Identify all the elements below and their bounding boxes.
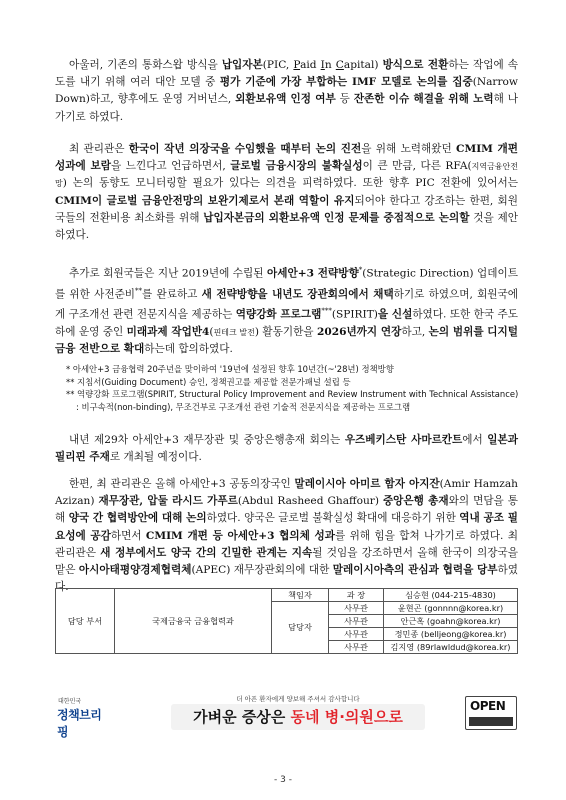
paragraph-text-segment: 새 전략방향을 내년도 장관회의에서 채택 — [201, 288, 394, 301]
contact-info-4: 김지영 (89rlawldud@korea.kr) — [384, 641, 518, 654]
paragraph-text-segment: 을 느낀다고 언급하면서, — [111, 160, 231, 173]
paragraph-text-segment: 하기로 하였으며, 회원국에게 구조개선 관련 전문지식을 제공하는 — [55, 288, 519, 321]
contact-info-3: 정민종 (belljeong@korea.kr) — [384, 628, 518, 641]
paragraph-text-segment: (APEC) 재무장관회의에 대한 — [191, 564, 333, 577]
paragraph-text-segment: CMIM이 글로벌 금융안전망의 보완기제로서 본래 역할이 유지 — [55, 194, 355, 207]
paragraph-text-segment: 글로벌 금융시장의 불확실성 — [230, 160, 363, 173]
responsible-label: 책임자 — [272, 589, 329, 602]
contact-title-1: 사무관 — [329, 602, 384, 615]
policy-briefing-logo — [55, 692, 110, 739]
paragraph-text-segment: 될 것임을 강조하면서 올해 한국이 의장국을 맡은 — [55, 546, 518, 577]
paragraph-text-segment: 역내 공조 필요성에 공감 — [55, 512, 518, 542]
paragraph-text-segment: 말레이시아 아미르 함자 아지잔 — [294, 478, 440, 490]
paragraph-text-segment: 2026년까지 연장 — [316, 326, 402, 339]
paragraph-text-segment: 방식으로 전환 — [382, 59, 449, 71]
paragraph-text-segment: 와의 면담을 통해 — [55, 495, 519, 525]
paragraph-text-segment: 하면서 — [110, 529, 146, 542]
paragraph-text-segment: 논의 범위를 디지털 금융 전반으로 확대 — [55, 326, 518, 356]
page-number: - 3 - — [274, 775, 292, 785]
paragraph-text-segment: n — [324, 59, 336, 71]
paragraph-text-segment: 을 신설 — [377, 309, 413, 321]
paragraph-text-segment: 최 관리관은 — [69, 143, 129, 155]
open-license-logo — [465, 696, 517, 730]
paragraph-text-segment: 것을 제안하였다. — [55, 211, 519, 242]
paragraph-text-segment: 등 — [335, 93, 354, 106]
paragraph-text-segment: 을 위해 노력해왔던 — [361, 143, 457, 155]
dept-name: 국제금융국 금융협력과 — [115, 589, 272, 654]
paragraph-text-segment: 우즈베키스탄 사마르칸트 — [344, 434, 463, 446]
contact-title-4: 사무관 — [329, 641, 384, 654]
ad-top-text: 더 아픈 환자에게 양보해 주셔서 감사합니다 — [236, 695, 360, 703]
paragraph-text-segment: 중앙은행 총재 — [382, 495, 449, 508]
paragraph-text-segment: 양국 간 협력방안에 대해 논의 — [68, 512, 207, 525]
paragraph-text-segment: 에서 — [462, 434, 488, 446]
paragraph-text-segment: 추가로 회원국들은 지난 2019년에 수립된 — [69, 267, 268, 280]
paragraph-text-segment: (PIC, — [262, 59, 294, 71]
paragraph-text-segment: 되어야 한다고 강조하는 한편, 회원국들의 전환비용 최소화를 위해 — [55, 194, 518, 224]
contact-title-2: 사무관 — [329, 615, 384, 628]
paragraph-text-segment: 하였다. 양국은 글로벌 불확실성 확대에 대응하기 위한 — [206, 512, 460, 525]
paragraph-text-segment: 지역금융안전망 — [55, 162, 518, 189]
paragraph-pic-conversion — [55, 57, 518, 126]
paragraph-text-segment: 한편, 최 관리관은 올해 아세안+3 공동의장국인 — [69, 478, 295, 490]
paragraph-choi-remarks — [55, 141, 518, 244]
paragraph-text-segment: 외환보유액 인정 여부 — [235, 93, 336, 106]
paragraph-text-segment: 아시아태평양경제협력체 — [78, 564, 192, 577]
paragraph-text-segment: ** — [135, 286, 143, 295]
paragraph-text-segment: apital) — [343, 59, 383, 71]
paragraph-text-segment: I — [320, 59, 325, 71]
contact-info-1: 윤현곤 (gonnnn@korea.kr) — [384, 602, 518, 615]
paragraph-text-segment: 를 완료하고 — [142, 288, 202, 301]
paragraph-text-segment: 이 큰 만큼, 다른 RFA( — [362, 160, 472, 173]
paragraph-text-segment: ) 활동기한을 — [254, 326, 317, 339]
ad-main-text — [171, 704, 425, 730]
contact-title-0: 과 장 — [329, 589, 384, 602]
footnote-2: ** 지침서(Guiding Document) 승인, 정책권고를 제공할 전문가패널 설립 등 — [66, 376, 351, 387]
paragraph-text-segment: 해 나가기로 하였다. — [55, 93, 519, 123]
paragraph-text-segment: 를 위해 힘을 합쳐 나가기로 하였다. 최 관리관은 — [55, 529, 519, 559]
paragraph-text-segment: 한국이 작년 의장국을 수임했을 때부터 논의 진전 — [128, 143, 362, 155]
contact-table — [55, 588, 518, 654]
staff-label: 담당자 — [272, 602, 329, 654]
paragraph-text-segment: 재무장관, 압둘 라시드 가푸르 — [98, 495, 238, 508]
paragraph-text-segment: CMIM 개편 성과에 보람 — [55, 143, 518, 173]
paragraph-text-segment: 역량강화 프로그램 — [235, 309, 322, 321]
ad-main-pre: 가벼운 증상은 — [193, 708, 291, 726]
paragraph-text-segment: (Strategic Direction) 업데이트를 위한 사전준비 — [55, 267, 518, 301]
contact-title-3: 사무관 — [329, 628, 384, 641]
paragraph-text-segment: (Abdul Rasheed Ghaffour) — [237, 495, 383, 508]
footnote-3-desc: : 비구속적(non-binding), 무조건부로 구조개선 관련 기술적 전문지식을 제공하는 프로그램 — [76, 401, 411, 412]
open-label: OPEN — [470, 699, 506, 713]
paragraph-text-segment: *** — [321, 307, 332, 316]
paragraph-text-segment: (Narrow Down)하고, 향후에도 운영 거버넌스, — [55, 76, 518, 106]
paragraph-text-segment: 납입자본금의 외환보유액 인정 문제를 중점적으로 논의할 — [203, 211, 470, 224]
brand-small-text: 대한민국 — [58, 698, 82, 705]
paragraph-text-segment: 미래과제 작업반4 — [126, 326, 210, 339]
paragraph-text-segment: 핀테크 발전 — [213, 328, 255, 338]
paragraph-text-segment: 아울러, 기존의 통화스왑 방식을 — [69, 59, 222, 71]
paragraph-text-segment: 잔존한 이슈 해결을 위해 노력 — [353, 93, 494, 106]
paragraph-strategic-direction — [55, 262, 518, 359]
paragraph-text-segment: aid — [300, 59, 321, 71]
ad-main-highlight: 동네 병·의원으로 — [290, 708, 403, 726]
paragraph-text-segment: 말레이시아측의 관심과 협력을 당부 — [332, 564, 498, 577]
paragraph-text-segment: 하였다. 또한 한국 주도하에 운영 중인 — [55, 309, 518, 339]
paragraph-text-segment: (SPIRIT) — [331, 309, 378, 321]
paragraph-text-segment: 일본과 필리핀 주재 — [55, 434, 518, 464]
footnotes — [66, 363, 518, 413]
paragraph-text-segment: P — [293, 59, 301, 71]
campaign-ad — [163, 692, 433, 732]
paragraph-text-segment: * — [358, 266, 363, 274]
paragraph-text-segment: CMIM 개편 등 아세안+3 협의체 성과 — [145, 529, 335, 542]
brand-main-text: 정책브리핑 — [57, 708, 102, 739]
paragraph-text-segment: (Amir Hamzah Azizan) — [55, 478, 518, 508]
open-license-bar-icon — [469, 717, 513, 726]
paragraph-text-segment: 로 개최될 예정이다. — [109, 451, 202, 464]
dept-label: 담당 부서 — [56, 589, 115, 654]
paragraph-text-segment: ) 논의 동향도 모니터링할 필요가 있다는 의견을 피력하였다. 또한 향후 PIC 전환에 있어서는 — [62, 177, 518, 190]
footer-banner — [55, 692, 518, 739]
paragraph-text-segment: 납입자본 — [221, 59, 263, 71]
paragraph-text-segment: C — [335, 59, 344, 71]
paragraph-text-segment: 하고, — [401, 326, 429, 339]
paragraph-text-segment: 내년 제29차 아세안+3 재무장관 및 중앙은행총재 회의는 — [69, 434, 345, 446]
paragraph-malaysia-meeting — [55, 476, 518, 596]
paragraph-next-meeting — [55, 432, 518, 466]
paragraph-text-segment: 하는 작업에 속도를 내기 위해 여러 대안 모델 중 — [55, 59, 519, 89]
contact-info-0: 심승현 (044-215-4830) — [384, 589, 518, 602]
paragraph-text-segment: 아세안+3 전략방향 — [267, 267, 359, 280]
paragraph-text-segment: 하는데 합의하였다. — [144, 343, 233, 356]
footnote-1: * 아세안+3 금융협력 20주년을 맞이하여 '19년에 설정된 향후 10년간(~'28년) 정책방향 — [66, 364, 394, 374]
paragraph-text-segment: 평가 기준에 가장 부합하는 IMF 모델로 논의를 집중 — [219, 76, 473, 89]
footnote-3: ** 역량강화 프로그램(SPIRIT, Structural Policy Improvement and Review Instrument with Technical Assistance) — [66, 389, 519, 399]
paragraph-text-segment: 새 정부에서도 양국 간의 긴밀한 관계는 지속 — [100, 546, 313, 559]
paragraph-text-segment: 하였다. — [55, 564, 518, 594]
contact-info-2: 안근혹 (goahn@korea.kr) — [384, 615, 518, 628]
paragraph-text-segment: ( — [209, 326, 214, 339]
